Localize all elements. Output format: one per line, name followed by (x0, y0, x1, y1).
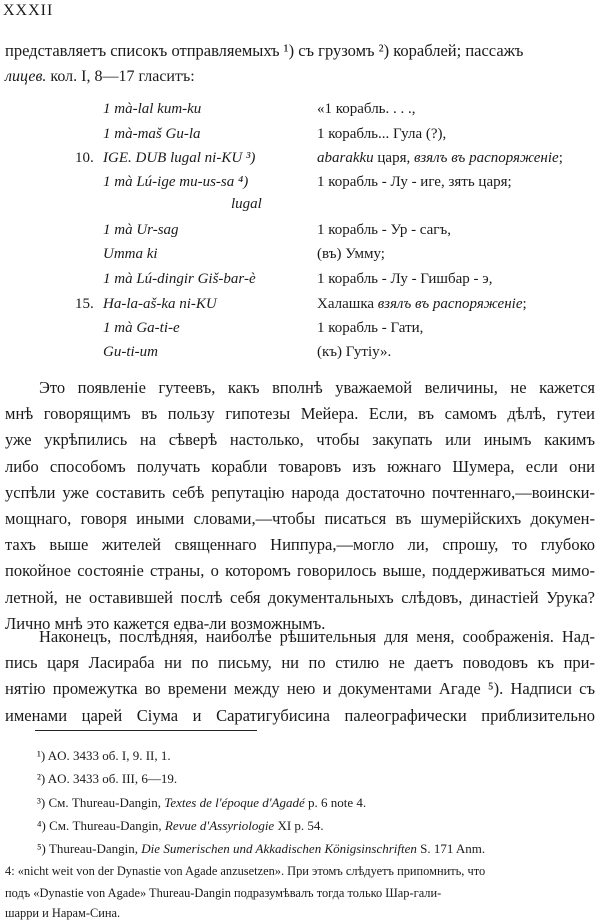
fn3-italic: Textes de l'époque d'Agadé (164, 795, 305, 810)
p1-line: Лично мнѣ это кажется едва-ли возможнымъ. (5, 613, 326, 633)
p2-line: именами царей Сіума и Саратигубисина палеографически приблизительно (5, 705, 595, 725)
fn3-a: ³) См. Thureau-Dangin, (37, 795, 165, 810)
row-9-plain: Халашка (317, 296, 375, 312)
row-8-translation: 1 корабль - Лу - Гишбар - э, (317, 271, 493, 287)
row-3-end: ; (558, 150, 563, 166)
p1-line: мнѣ говорящимъ въ пользу гипотезы Мейера. Если, въ самомъ дѣлѣ, гутеи (5, 404, 595, 424)
footnote-2: ²) AO. 3433 об. III, 6—19. (37, 771, 178, 786)
fn4-italic: Revue d'Assyriologie (164, 818, 275, 833)
row-3-italic-a: abarakku (317, 150, 374, 166)
p1-line: мощнаго, говоря иными словами,—чтобы писаться въ шумерійскихъ докумен- (5, 509, 595, 529)
row-9-number: 15. (75, 296, 94, 312)
p1-line: тахъ выше жителей священнаго Ниппура,—могло ли, спрошу, то глубоко (5, 535, 595, 555)
row-6-translit: 1 mà Ur-sag (103, 222, 179, 238)
row-11-translit: Gu-ti-um (103, 344, 158, 360)
row-3-number: 10. (75, 150, 94, 166)
row-10-translit: 1 mà Ga-ti-e (103, 320, 180, 336)
row-9-translation (317, 296, 527, 313)
page-number: XXXII (3, 2, 54, 19)
intro-italic: лицев. (5, 68, 47, 85)
footnote-1: ¹) AO. 3433 об. I, 9. II, 1. (37, 748, 171, 763)
row-7-translit: Umma ki (103, 246, 158, 262)
footnote-5-line-3: подъ «Dynastie von Agade» Thureau-Dangin подразумѣвалъ тогда только Шар-гали- (5, 886, 442, 900)
footnote-5-line-2: 4: «nicht weit von der Dynastie von Agade anzusetzen». При этомъ слѣдуетъ припомнить, что (5, 864, 486, 878)
row-4-translit: 1 mà Lú-ige mu-us-sa ⁴) (103, 174, 249, 190)
row-9-end: ; (522, 296, 527, 312)
row-2-translation: 1 корабль... Гула (?), (317, 126, 447, 142)
footnote-5-line-4: шарри и Нарам-Сина. (5, 906, 121, 920)
footnote-divider (35, 730, 257, 731)
row-9-italic: взялъ въ распоряженіе (374, 296, 523, 312)
p1-line: покойное состояніе страны, о которомъ говорилось выше, поддерживаться мимо- (5, 561, 595, 581)
p1-line: уже укрѣпились на сѣверѣ настолько, чтобы закупать или инымъ какимъ (5, 430, 595, 450)
fn3-b: p. 6 note 4. (304, 795, 367, 810)
intro-rest: кол. I, 8—17 гласитъ: (46, 68, 195, 85)
p1-line: либо способомъ получать корабли товаровъ изъ южнаго Шумера, если они (5, 456, 595, 476)
row-1-translit: 1 mà-lal kum-ku (103, 101, 202, 117)
footnote-3 (37, 795, 366, 811)
fn5-italic: Die Sumerischen und Akkadischen Königsinschriften (141, 841, 417, 856)
fn4-b: XI p. 54. (274, 818, 324, 833)
row-9-translit: Ha-la-aš-ka ni-KU (103, 296, 217, 312)
p1-line: летной, не оставившей послѣ себя документальныхъ слѣдовъ, династіей Урука? (5, 587, 595, 607)
fn5-b: S. 171 Anm. (416, 841, 486, 856)
row-4-translation: 1 корабль - Лу - иге, зять царя; (317, 174, 512, 190)
p2-line: Наконецъ, послѣдняя, наиболѣе рѣшительныя для меня, соображенія. Над- (39, 627, 595, 646)
row-6-translation: 1 корабль - Ур - сагъ, (317, 222, 451, 238)
footnote-4 (37, 818, 324, 834)
intro-line-1: представляетъ списокъ отправляемыхъ ¹) съ грузомъ ²) кораблей; пассажъ (5, 41, 524, 60)
p1-line: успѣли уже составить себѣ репутацію народа достаточно почтеннаго,—воински- (5, 482, 595, 502)
row-1-translation: «1 корабль. . . ., (317, 101, 416, 117)
row-3-translit: IGE. DUB lugal ni-KU ³) (103, 150, 256, 166)
paragraph-2 (5, 624, 595, 729)
row-3-italic-b: взялъ въ распоряженіе (414, 150, 559, 166)
row-8-translit: 1 mà Lú-dingir Giš-bar-è (103, 271, 256, 287)
row-11-translation: (къ) Гутіу». (317, 344, 392, 360)
p2-line: нятію промежутка во времени между нею и документами Агаде ⁵). Надписи съ (5, 679, 595, 699)
paragraph-1 (5, 375, 595, 637)
row-10-translation: 1 корабль - Гати, (317, 320, 424, 336)
row-5-translit: lugal (231, 196, 262, 212)
p1-line: Это появленіе гутеевъ, какъ вполнѣ уважаемой величины, не кажется (39, 378, 595, 397)
fn5-a: ⁵) Thureau-Dangin, (37, 841, 142, 856)
row-2-translit: 1 mà-maš Gu-la (103, 126, 201, 142)
row-3-mid: царя, (373, 150, 414, 166)
row-3-translation (317, 150, 563, 167)
footnote-5 (37, 841, 485, 857)
intro-line-2 (5, 68, 195, 86)
p2-line: пись царя Ласираба ни по письму, ни по стилю не даетъ поводовъ къ при- (5, 653, 595, 673)
row-7-translation: (въ) Умму; (317, 246, 385, 262)
fn4-a: ⁴) См. Thureau-Dangin, (37, 818, 165, 833)
